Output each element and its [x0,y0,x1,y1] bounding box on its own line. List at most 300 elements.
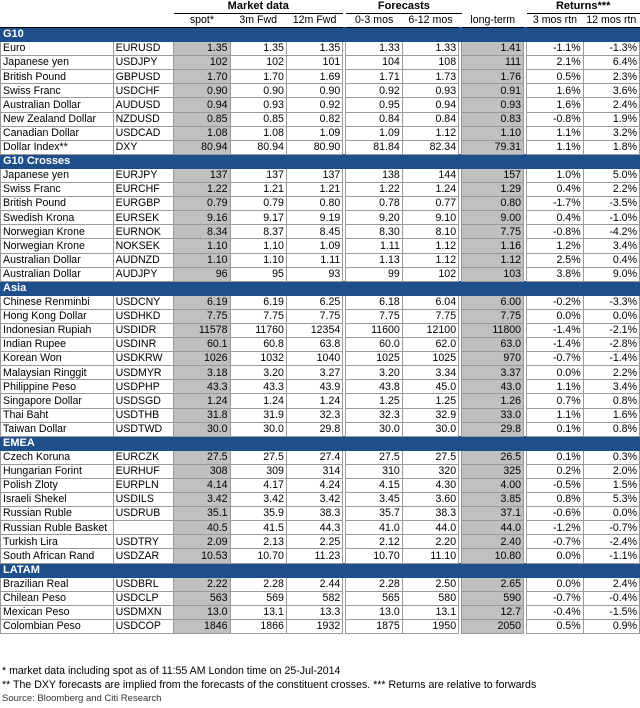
forecast-0-3-value: 41.0 [346,521,402,535]
currency-name: Philippine Peso [1,380,114,394]
currency-name: South African Rand [1,549,114,563]
forecast-6-12-value: 1.12 [402,239,458,253]
forecast-0-3-value: 1.25 [346,394,402,408]
forecast-6-12-value: 3.60 [402,493,458,507]
forecast-long-term-value: 1.29 [462,183,524,197]
fwd-3m-value: 27.5 [230,450,286,464]
spot-value: 1.10 [174,239,230,253]
forecast-long-term-value: 0.80 [462,197,524,211]
return-12m-value: -0.4% [583,591,639,605]
col-12m-fwd: 12m Fwd [286,14,342,28]
forecast-6-12-value: 45.0 [402,380,458,394]
fwd-12m-value: 32.3 [286,408,342,422]
fwd-12m-value: 1.09 [286,239,342,253]
currency-name: Swiss Franc [1,183,114,197]
forecast-0-3-value: 43.8 [346,380,402,394]
spot-value: 35.1 [174,507,230,521]
fwd-12m-value: 0.80 [286,197,342,211]
forecast-6-12-value: 108 [402,56,458,70]
forecast-6-12-value: 0.94 [402,98,458,112]
currency-name: Swedish Krona [1,211,114,225]
col-0-3-mos: 0-3 mos [346,14,402,28]
spot-value: 11578 [174,323,230,337]
fwd-3m-value: 0.79 [230,197,286,211]
spot-value: 2.09 [174,535,230,549]
return-12m-value: 6.4% [583,56,639,70]
table-body [1,28,640,634]
currency-name: Norwegian Krone [1,239,114,253]
fwd-3m-value: 10.70 [230,549,286,563]
forecast-long-term-value: 44.0 [462,521,524,535]
forecast-0-3-value: 0.84 [346,112,402,126]
currency-ticker: GBPUSD [113,70,174,84]
spot-value: 27.5 [174,450,230,464]
fwd-3m-value: 137 [230,168,286,182]
forecast-6-12-value: 4.30 [402,479,458,493]
forecast-long-term-value: 4.00 [462,479,524,493]
fwd-12m-value: 0.92 [286,98,342,112]
forecast-0-3-value: 138 [346,168,402,182]
currency-ticker: USDCLP [113,591,174,605]
currency-name: Singapore Dollar [1,394,114,408]
spot-value: 40.5 [174,521,230,535]
spot-value: 8.34 [174,225,230,239]
fwd-12m-value: 3.42 [286,493,342,507]
return-12m-value: 5.0% [583,168,639,182]
currency-ticker: AUDJPY [113,267,174,281]
return-3m-value: 0.4% [527,211,583,225]
table-row [1,140,640,154]
return-3m-value: -0.7% [527,535,583,549]
forecast-6-12-value: 8.10 [402,225,458,239]
table-row [1,225,640,239]
fwd-12m-value: 101 [286,56,342,70]
fwd-3m-value: 1.35 [230,42,286,56]
currency-name: Australian Dollar [1,267,114,281]
table-row [1,535,640,549]
return-12m-value: 2.0% [583,464,639,478]
forecast-6-12-value: 32.9 [402,408,458,422]
currency-name: Japanese yen [1,168,114,182]
forecast-0-3-value: 30.0 [346,422,402,436]
forecasts-header: Forecasts [346,0,462,14]
fwd-3m-value: 43.3 [230,380,286,394]
return-12m-value: 2.2% [583,366,639,380]
forecast-0-3-value: 0.92 [346,84,402,98]
return-12m-value: 2.4% [583,577,639,591]
forecast-0-3-value: 2.12 [346,535,402,549]
forecast-0-3-value: 1.09 [346,126,402,140]
return-12m-value: 0.4% [583,253,639,267]
forecast-0-3-value: 81.84 [346,140,402,154]
table-row [1,168,640,182]
forecast-long-term-value: 3.85 [462,493,524,507]
fwd-3m-value: 1032 [230,352,286,366]
return-3m-value: 1.2% [527,239,583,253]
forecast-6-12-value: 62.0 [402,338,458,352]
fwd-3m-value: 0.85 [230,112,286,126]
currency-ticker: USDZAR [113,549,174,563]
forecast-6-12-value: 7.75 [402,309,458,323]
forecast-0-3-value: 1875 [346,619,402,633]
fwd-12m-value: 11.23 [286,549,342,563]
spot-value: 0.79 [174,197,230,211]
fwd-12m-value: 1.11 [286,253,342,267]
forecast-long-term-value: 10.80 [462,549,524,563]
source-note: Source: Bloomberg and Citi Research [2,693,162,704]
currency-ticker: USDCNY [113,295,174,309]
table-row [1,84,640,98]
currency-ticker: USDCAD [113,126,174,140]
return-12m-value: -3.5% [583,197,639,211]
forecast-long-term-value: 1.76 [462,70,524,84]
return-12m-value: -4.2% [583,225,639,239]
forecast-long-term-value: 1.16 [462,239,524,253]
forecast-0-3-value: 60.0 [346,338,402,352]
forecast-0-3-value: 99 [346,267,402,281]
currency-ticker: EURCZK [113,450,174,464]
return-12m-value: 1.6% [583,408,639,422]
forecast-6-12-value: 1.12 [402,126,458,140]
forecast-6-12-value: 1.73 [402,70,458,84]
fwd-3m-value: 3.20 [230,366,286,380]
currency-name: Hungarian Forint [1,464,114,478]
forecast-long-term-value: 33.0 [462,408,524,422]
forecast-long-term-value: 970 [462,352,524,366]
fwd-12m-value: 4.24 [286,479,342,493]
forecast-long-term-value: 9.00 [462,211,524,225]
return-12m-value: 3.4% [583,380,639,394]
forecast-0-3-value: 2.28 [346,577,402,591]
forecast-long-term-value: 37.1 [462,507,524,521]
fwd-12m-value: 1.24 [286,394,342,408]
return-3m-value: -1.4% [527,323,583,337]
section-title: EMEA [1,436,640,450]
fwd-3m-value: 60.8 [230,338,286,352]
forecast-long-term-value: 43.0 [462,380,524,394]
return-12m-value: -2.8% [583,338,639,352]
header-group-row [1,0,640,14]
table-row [1,450,640,464]
table-row [1,521,640,535]
section-title: LATAM [1,563,640,577]
return-3m-value: -0.4% [527,605,583,619]
return-3m-value: 0.7% [527,394,583,408]
fwd-12m-value: 43.9 [286,380,342,394]
fwd-12m-value: 80.90 [286,140,342,154]
spot-value: 3.42 [174,493,230,507]
fwd-3m-value: 569 [230,591,286,605]
currency-ticker: USDRUB [113,507,174,521]
fwd-3m-value: 30.0 [230,422,286,436]
section-header-row [1,436,640,450]
fwd-12m-value: 1.35 [286,42,342,56]
fwd-12m-value: 93 [286,267,342,281]
fwd-3m-value: 35.9 [230,507,286,521]
currency-ticker: EURSEK [113,211,174,225]
currency-name: Thai Baht [1,408,114,422]
table-row [1,380,640,394]
spot-value: 1.35 [174,42,230,56]
fwd-3m-value: 80.94 [230,140,286,154]
return-3m-value: 1.1% [527,408,583,422]
fwd-3m-value: 1.08 [230,126,286,140]
return-3m-value: 0.0% [527,549,583,563]
spot-value: 1.70 [174,70,230,84]
spot-value: 31.8 [174,408,230,422]
currency-ticker: USDTRY [113,535,174,549]
forecast-long-term-value: 11800 [462,323,524,337]
spot-value: 4.14 [174,479,230,493]
table-row [1,493,640,507]
spot-value: 1.24 [174,394,230,408]
return-3m-value: 1.6% [527,84,583,98]
forecast-long-term-value: 2.40 [462,535,524,549]
col-12-mos-rtn: 12 mos rtn [583,14,639,28]
return-12m-value: 1.9% [583,112,639,126]
table-row [1,605,640,619]
fwd-3m-value: 0.93 [230,98,286,112]
forecast-long-term-value: 63.0 [462,338,524,352]
forecast-6-12-value: 44.0 [402,521,458,535]
forecast-0-3-value: 13.0 [346,605,402,619]
fwd-3m-value: 1.10 [230,239,286,253]
table-row [1,197,640,211]
forecast-6-12-value: 0.93 [402,84,458,98]
return-12m-value: 3.4% [583,239,639,253]
forecast-6-12-value: 144 [402,168,458,182]
forecast-long-term-value: 2050 [462,619,524,633]
forecast-long-term-value: 1.41 [462,42,524,56]
table-row [1,338,640,352]
currency-name: Malaysian Ringgit [1,366,114,380]
col-3-mos-rtn: 3 mos rtn [527,14,583,28]
section-header-row [1,281,640,295]
fwd-12m-value: 2.25 [286,535,342,549]
forecast-6-12-value: 102 [402,267,458,281]
fwd-12m-value: 1.69 [286,70,342,84]
currency-name: British Pound [1,70,114,84]
forecast-6-12-value: 1.33 [402,42,458,56]
returns-header: Returns*** [527,0,640,14]
return-3m-value: -0.8% [527,112,583,126]
forecast-long-term-value: 157 [462,168,524,182]
fwd-3m-value: 0.90 [230,84,286,98]
section-title: G10 Crosses [1,154,640,168]
return-3m-value: 2.5% [527,253,583,267]
forecast-long-term-value: 103 [462,267,524,281]
currency-name: Canadian Dollar [1,126,114,140]
currency-name: Japanese yen [1,56,114,70]
currency-name: Chilean Peso [1,591,114,605]
forecast-0-3-value: 3.45 [346,493,402,507]
return-3m-value: -0.6% [527,507,583,521]
forecast-long-term-value: 3.37 [462,366,524,380]
currency-name: Euro [1,42,114,56]
fwd-12m-value: 63.8 [286,338,342,352]
spot-value: 60.1 [174,338,230,352]
currency-ticker: NOKSEK [113,239,174,253]
table-row [1,323,640,337]
currency-name: Chinese Renminbi [1,295,114,309]
currency-ticker: USDTHB [113,408,174,422]
return-12m-value: 2.4% [583,98,639,112]
currency-ticker: USDBRL [113,577,174,591]
return-3m-value: 2.1% [527,56,583,70]
fwd-3m-value: 2.13 [230,535,286,549]
currency-ticker: AUDUSD [113,98,174,112]
fwd-12m-value: 44.3 [286,521,342,535]
table-row [1,112,640,126]
table-row [1,507,640,521]
currency-name: Taiwan Dollar [1,422,114,436]
fwd-3m-value: 3.42 [230,493,286,507]
forecast-long-term-value: 12.7 [462,605,524,619]
forecast-long-term-value: 79.31 [462,140,524,154]
forecast-0-3-value: 1.33 [346,42,402,56]
fwd-3m-value: 41.5 [230,521,286,535]
currency-name: Norwegian Krone [1,225,114,239]
currency-name: Indian Rupee [1,338,114,352]
currency-ticker: USDJPY [113,56,174,70]
fwd-3m-value: 9.17 [230,211,286,225]
table-row [1,295,640,309]
return-12m-value: 2.2% [583,183,639,197]
currency-ticker: USDSGD [113,394,174,408]
forecast-0-3-value: 6.18 [346,295,402,309]
table-row [1,42,640,56]
return-3m-value: -1.2% [527,521,583,535]
return-3m-value: 0.1% [527,450,583,464]
return-12m-value: -2.1% [583,323,639,337]
fwd-12m-value: 13.3 [286,605,342,619]
forecast-long-term-value: 1.26 [462,394,524,408]
forecast-0-3-value: 9.20 [346,211,402,225]
return-3m-value: 1.6% [527,98,583,112]
table-row [1,464,640,478]
fwd-12m-value: 2.44 [286,577,342,591]
fwd-3m-value: 4.17 [230,479,286,493]
fwd-12m-value: 9.19 [286,211,342,225]
return-12m-value: 0.0% [583,507,639,521]
forecast-long-term-value: 6.00 [462,295,524,309]
fwd-12m-value: 8.45 [286,225,342,239]
forecast-6-12-value: 9.10 [402,211,458,225]
currency-ticker: EURGBP [113,197,174,211]
section-title: G10 [1,28,640,42]
fwd-12m-value: 1.21 [286,183,342,197]
currency-name: Mexican Peso [1,605,114,619]
return-12m-value: -2.4% [583,535,639,549]
table-row [1,183,640,197]
return-3m-value: 0.5% [527,70,583,84]
forecast-6-12-value: 13.1 [402,605,458,619]
col-long-term: long-term [462,14,524,28]
footnote-dxy-returns: ** The DXY forecasts are implied from the forecasts of the constituent crosses. *** Returns are relative to forwards [2,679,537,691]
forecast-0-3-value: 10.70 [346,549,402,563]
table-row [1,366,640,380]
table-row [1,422,640,436]
currency-ticker: USDILS [113,493,174,507]
forecast-0-3-value: 4.15 [346,479,402,493]
currency-ticker: USDCHF [113,84,174,98]
return-3m-value: -1.7% [527,197,583,211]
forecast-long-term-value: 111 [462,56,524,70]
fwd-3m-value: 2.28 [230,577,286,591]
return-3m-value: 0.8% [527,493,583,507]
return-12m-value: -1.1% [583,549,639,563]
return-3m-value: 0.2% [527,464,583,478]
return-12m-value: -1.3% [583,42,639,56]
spot-value: 308 [174,464,230,478]
spot-value: 137 [174,168,230,182]
fwd-12m-value: 0.90 [286,84,342,98]
fwd-12m-value: 27.4 [286,450,342,464]
spot-value: 1.22 [174,183,230,197]
fwd-3m-value: 1.21 [230,183,286,197]
return-12m-value: 0.0% [583,309,639,323]
return-12m-value: 3.6% [583,84,639,98]
return-12m-value: -0.7% [583,521,639,535]
currency-ticker: EURHUF [113,464,174,478]
currency-ticker: EURPLN [113,479,174,493]
fwd-3m-value: 7.75 [230,309,286,323]
currency-ticker [113,521,174,535]
forecast-6-12-value: 580 [402,591,458,605]
currency-ticker: DXY [113,140,174,154]
section-header-row [1,28,640,42]
forecast-6-12-value: 1025 [402,352,458,366]
currency-ticker: EURCHF [113,183,174,197]
currency-ticker: USDINR [113,338,174,352]
spot-value: 43.3 [174,380,230,394]
return-3m-value: 0.4% [527,183,583,197]
forecast-6-12-value: 1.25 [402,394,458,408]
return-12m-value: 2.3% [583,70,639,84]
currency-ticker: EURUSD [113,42,174,56]
table-row [1,408,640,422]
return-3m-value: 0.0% [527,309,583,323]
forecast-long-term-value: 29.8 [462,422,524,436]
fwd-12m-value: 38.3 [286,507,342,521]
spot-value: 2.22 [174,577,230,591]
table-row [1,98,640,112]
fwd-12m-value: 0.82 [286,112,342,126]
forecast-0-3-value: 32.3 [346,408,402,422]
market-data-header: Market data [174,0,343,14]
currency-name: Israeli Shekel [1,493,114,507]
forecast-6-12-value: 320 [402,464,458,478]
spot-value: 7.75 [174,309,230,323]
return-3m-value: 1.1% [527,140,583,154]
spot-value: 0.85 [174,112,230,126]
table-row [1,394,640,408]
forecast-6-12-value: 6.04 [402,295,458,309]
forecast-6-12-value: 38.3 [402,507,458,521]
currency-name: Indonesian Rupiah [1,323,114,337]
forecast-6-12-value: 1950 [402,619,458,633]
forecast-6-12-value: 1.24 [402,183,458,197]
return-3m-value: 0.1% [527,422,583,436]
forecast-long-term-value: 325 [462,464,524,478]
return-3m-value: 1.1% [527,126,583,140]
fwd-12m-value: 1040 [286,352,342,366]
spot-value: 13.0 [174,605,230,619]
table-row [1,591,640,605]
currency-name: Australian Dollar [1,253,114,267]
forecast-0-3-value: 7.75 [346,309,402,323]
spot-value: 9.16 [174,211,230,225]
